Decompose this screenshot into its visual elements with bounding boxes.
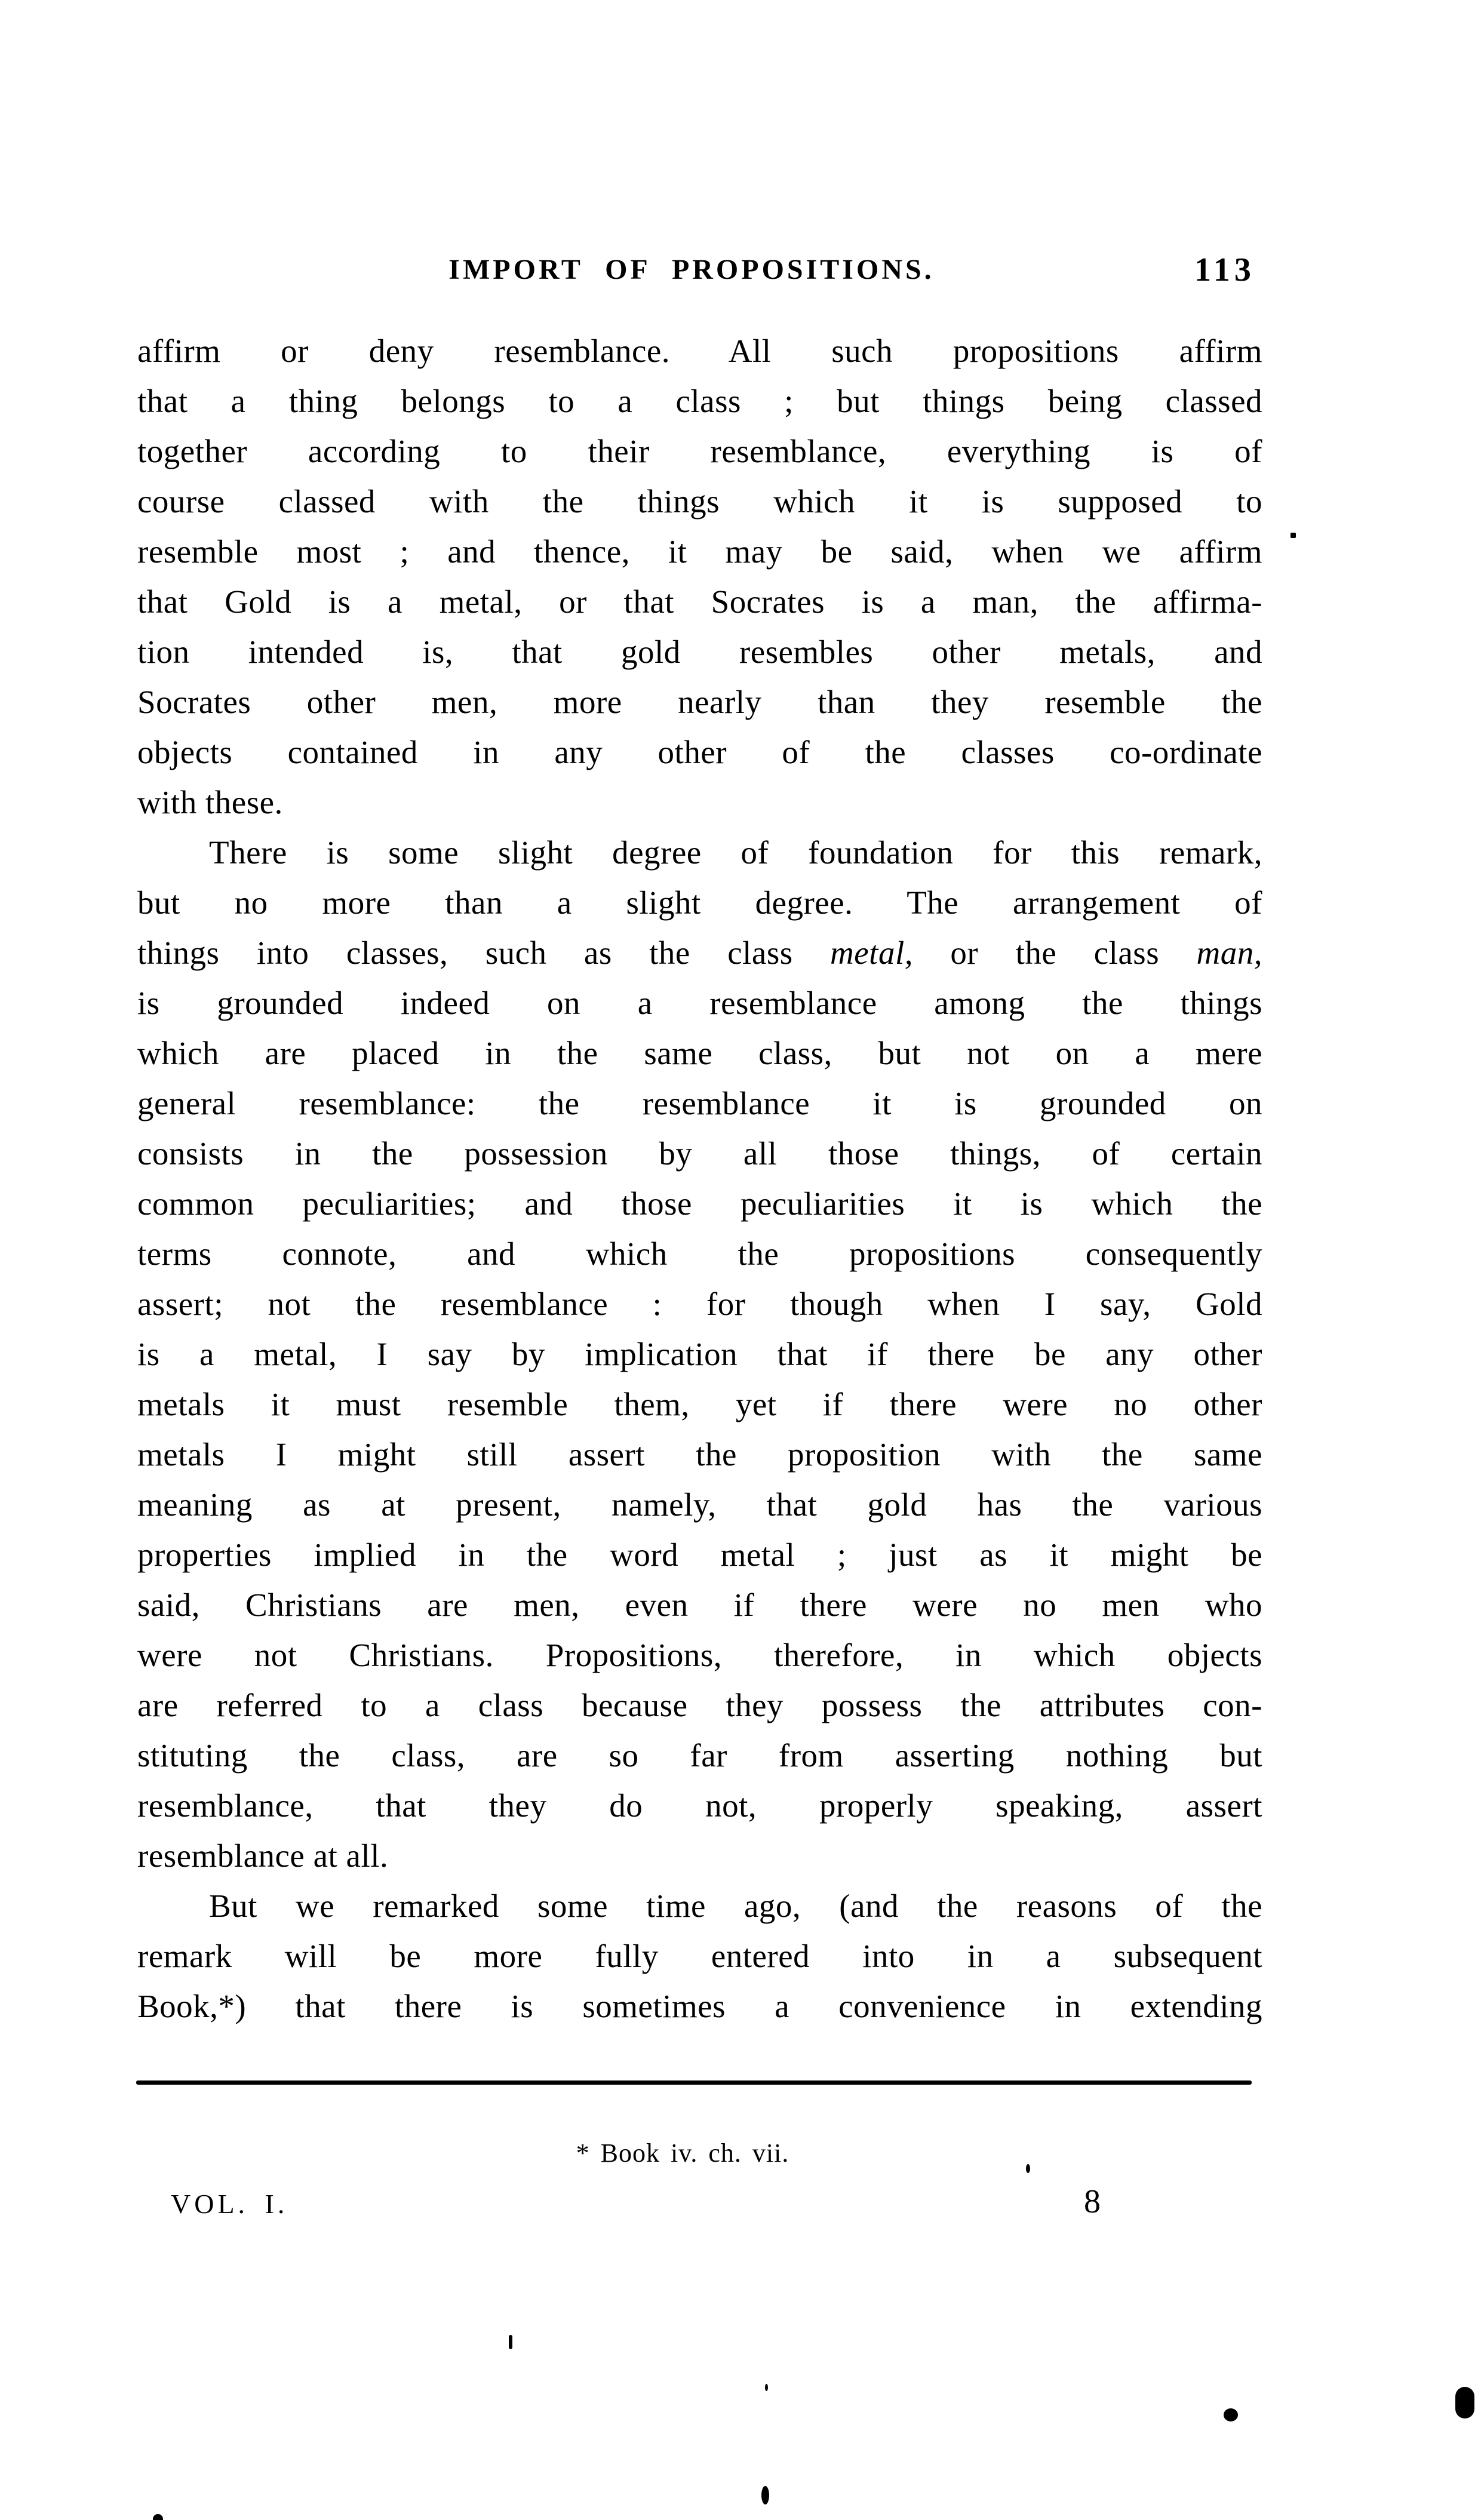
ink-speck xyxy=(153,2514,163,2520)
text-line: are referred to a class because they possess the attributes con- xyxy=(137,1687,1262,1723)
text-line: objects contained in any other of the classes co-ordinate xyxy=(137,734,1262,770)
text-line: properties implied in the word metal ; just as it might be xyxy=(137,1536,1262,1573)
ink-speck xyxy=(1026,2164,1030,2173)
text-line: metals it must resemble them, yet if there were no other xyxy=(137,1386,1262,1422)
text-line: together according to their resemblance, everything is of xyxy=(137,433,1262,469)
text-line: but no more than a slight degree. The arrangement of xyxy=(137,884,1262,921)
footnote-rule xyxy=(136,2080,1252,2085)
text-line: with these. xyxy=(137,784,283,820)
text-line: affirm or deny resemblance. All such propositions affirm xyxy=(137,333,1262,369)
text-line: is a metal, I say by implication that if there be any other xyxy=(137,1336,1262,1372)
ink-speck xyxy=(1291,533,1296,538)
footnote-text: * Book iv. ch. vii. xyxy=(576,2138,789,2168)
text-line: metals I might still assert the proposition with the same xyxy=(137,1436,1262,1473)
text-line: tion intended is, that gold resembles other metals, and xyxy=(137,634,1262,670)
text-line: resemblance at all. xyxy=(137,1837,389,1874)
text-line: There is some slight degree of foundation for this remark, xyxy=(209,834,1262,871)
ink-speck xyxy=(1224,2408,1238,2421)
text-line: resemble most ; and thence, it may be said, when we affirm xyxy=(137,533,1262,570)
text-line: general resemblance: the resemblance it is grounded on xyxy=(137,1085,1262,1121)
text-line: course classed with the things which it is supposed to xyxy=(137,483,1262,520)
running-title: IMPORT OF PROPOSITIONS. xyxy=(448,254,935,285)
text-line: resemblance, that they do not, properly speaking, assert xyxy=(137,1787,1262,1824)
text-line: which are placed in the same class, but not on a mere xyxy=(137,1035,1262,1071)
text-line: Socrates other men, more nearly than they resemble the xyxy=(137,684,1262,720)
text-line: said, Christians are men, even if there were no men who xyxy=(137,1587,1262,1623)
body-text xyxy=(137,326,1262,2032)
signature-number: 8 xyxy=(1084,2183,1101,2220)
page-number: 113 xyxy=(1194,251,1255,288)
text-line: meaning as at present, namely, that gold has the various xyxy=(137,1486,1262,1523)
text-line: But we remarked some time ago, (and the reasons of the xyxy=(209,1888,1262,1924)
text-line: is grounded indeed on a resemblance among the things xyxy=(137,985,1262,1021)
text-line: things into classes, such as the class metal, or the class man, xyxy=(137,935,1263,971)
text-line: terms connote, and which the propositions consequently xyxy=(137,1236,1262,1272)
text-line: stituting the class, are so far from asserting nothing but xyxy=(137,1737,1262,1774)
text-line: assert; not the resemblance : for though when I say, Gold xyxy=(137,1286,1262,1322)
text-line: were not Christians. Propositions, therefore, in which objects xyxy=(137,1637,1262,1673)
text-line: common peculiarities; and those peculiarities it is which the xyxy=(137,1185,1262,1222)
text-line: that a thing belongs to a class ; but things being classed xyxy=(137,383,1262,419)
ink-speck xyxy=(509,2335,512,2349)
text-line: remark will be more fully entered into in a subsequent xyxy=(137,1938,1262,1974)
ink-speck xyxy=(761,2486,769,2504)
text-line: that Gold is a metal, or that Socrates is a man, the affirma- xyxy=(137,583,1262,620)
text-line: consists in the possession by all those things, of certain xyxy=(137,1135,1262,1172)
text-line: Book,*) that there is sometimes a convenience in extending xyxy=(137,1988,1262,2024)
ink-speck xyxy=(765,2384,768,2391)
volume-label: VOL. I. xyxy=(171,2189,288,2219)
ink-speck xyxy=(1455,2387,1474,2418)
